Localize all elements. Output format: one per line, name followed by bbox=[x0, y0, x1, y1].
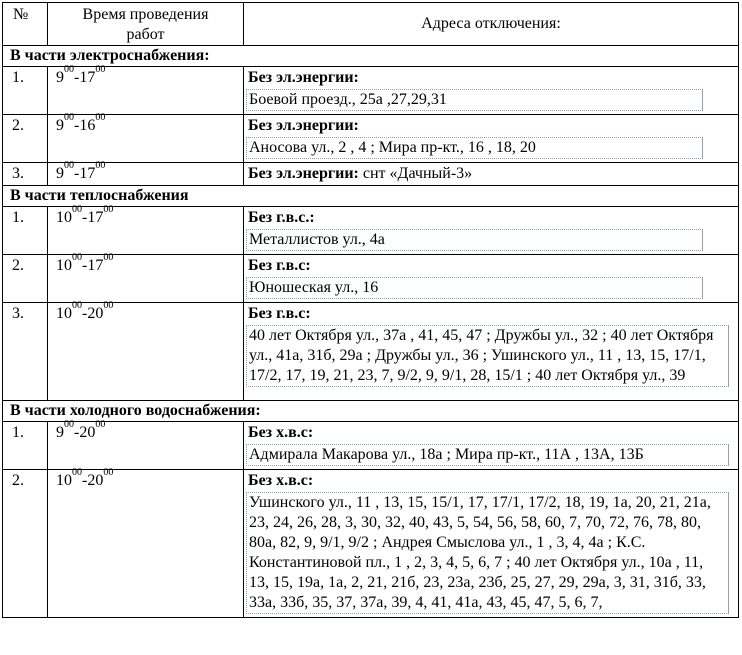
address-field[interactable]: 40 лет Октября ул., 37а , 41, 45, 47 ; Дружбы ул., 32 ; 40 лет Октября ул., 41а, 31б, 29а ; Дружбы ул., 36 ; Ушинского ул., 11 , 13, 15, 17/1, 17/2, 17, 19, 21, 23, 7, 9/2, 9, 9/1, 28, 15/1 ; 40 лет Октября ул., 39 bbox=[246, 325, 729, 387]
outage-label: Без эл.энергии: bbox=[248, 69, 359, 86]
row-address bbox=[244, 303, 739, 401]
row-address bbox=[244, 163, 739, 186]
outage-label: Без х.в.с: bbox=[248, 472, 314, 489]
row-address bbox=[244, 67, 739, 115]
outage-label: Без г.в.с: bbox=[248, 305, 311, 322]
row-time: $10^{00}-17^{00}$ bbox=[48, 255, 244, 303]
outage-label: Без г.в.с.: bbox=[248, 209, 315, 226]
address-text: снт «Дачный-3» bbox=[362, 165, 473, 182]
row-time: $9^{00}-16^{00}$ bbox=[48, 115, 244, 163]
table-row bbox=[3, 207, 739, 255]
row-number: 2. bbox=[3, 115, 48, 163]
row-time: $9^{00}-17^{00}$ bbox=[48, 163, 244, 186]
row-number: 1. bbox=[3, 67, 48, 115]
row-address bbox=[244, 207, 739, 255]
section-electricity bbox=[3, 46, 739, 67]
outage-label: Без эл.энергии: bbox=[248, 165, 359, 182]
row-time: $9^{00}-17^{00}$ bbox=[48, 67, 244, 115]
row-number: 2. bbox=[3, 470, 48, 618]
row-number: 3. bbox=[3, 163, 48, 186]
section-title: В части электроснабжения: bbox=[3, 46, 739, 67]
header-row bbox=[3, 3, 739, 46]
address-field[interactable]: Адмирала Макарова ул., 18а ; Мира пр-кт., 11А , 13А, 13Б bbox=[246, 444, 729, 466]
row-address bbox=[244, 470, 739, 618]
section-cold-water bbox=[3, 401, 739, 422]
table-row bbox=[3, 67, 739, 115]
row-address bbox=[244, 255, 739, 303]
row-time: $10^{00}-17^{00}$ bbox=[48, 207, 244, 255]
row-address bbox=[244, 422, 739, 470]
section-title: В части холодного водоснабжения: bbox=[3, 401, 739, 422]
table-row bbox=[3, 115, 739, 163]
address-field[interactable]: Аносова ул., 2 , 4 ; Мира пр-кт., 16 , 18, 20 bbox=[246, 137, 703, 159]
outage-table bbox=[2, 2, 739, 618]
table-row bbox=[3, 163, 739, 186]
address-field[interactable]: Юношеская ул., 16 bbox=[246, 277, 703, 299]
address-field[interactable]: Ушинского ул., 11 , 13, 15, 15/1, 17, 17/1, 17/2, 18, 19, 1а, 20, 21, 21а, 23, 24, 26, 28, 3, 30, 32, 40, 43, 5, 54, 56, 58, 60, 7, 70, 72, 76, 78, 80, 80а, 82, 9, 9/1, 9/2 ; Андрея Смыслова ул., 1 , 3, 4, 4а ; К.С. Константиновой пл., 1 , 2, 3, 4, 5, 6, 7 ; 40 лет Октября ул., 10а , 11, 13, 15, 19а, 1а, 2, 21, 21б, 23, 23а, 23б, 25, 27, 29, 29а, 3, 31, 31б, 33, 33а, 33б, 35, 37, 37а, 39, 4, 41, 41а, 43, 45, 47, 5, 6, 7, bbox=[246, 492, 729, 614]
section-title: В части теплоснабжения bbox=[3, 186, 739, 207]
row-time: $9^{00}-20^{00}$ bbox=[48, 422, 244, 470]
row-number: 1. bbox=[3, 422, 48, 470]
row-number: 2. bbox=[3, 255, 48, 303]
table-row bbox=[3, 422, 739, 470]
row-time: $10^{00}-20^{00}$ bbox=[48, 303, 244, 401]
row-number: 1. bbox=[3, 207, 48, 255]
outage-label: Без х.в.с: bbox=[248, 424, 314, 441]
address-field[interactable]: Боевой проезд., 25а ,27,29,31 bbox=[246, 89, 703, 111]
outage-label: Без эл.энергии: bbox=[248, 117, 359, 134]
table-row bbox=[3, 470, 739, 618]
table-row bbox=[3, 255, 739, 303]
header-time: Время проведения работ bbox=[48, 3, 244, 46]
address-field[interactable]: Металлистов ул., 4а bbox=[246, 229, 703, 251]
outage-label: Без г.в.с: bbox=[248, 257, 311, 274]
row-number: 3. bbox=[3, 303, 48, 401]
row-address bbox=[244, 115, 739, 163]
header-address: Адреса отключения: bbox=[244, 3, 739, 46]
header-number: № bbox=[3, 3, 48, 46]
table-row bbox=[3, 303, 739, 401]
row-time: $10^{00}-20^{00}$ bbox=[48, 470, 244, 618]
